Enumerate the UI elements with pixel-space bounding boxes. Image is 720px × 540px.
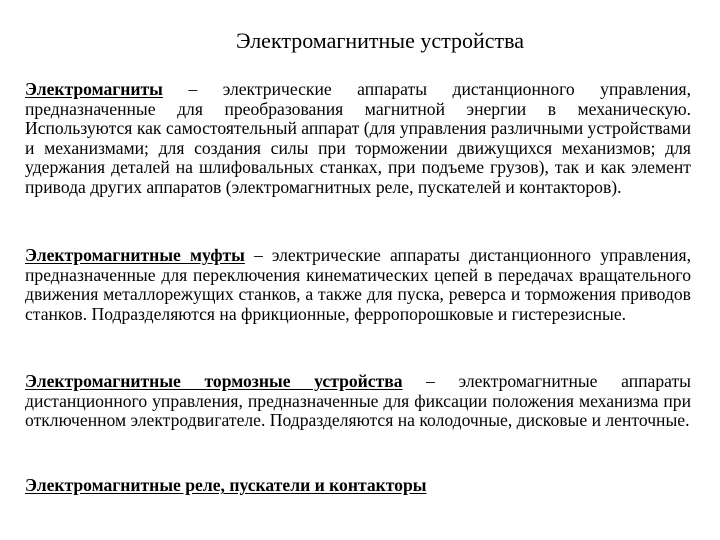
- paragraph-brakes: [25, 372, 691, 431]
- definition-couplings: – электрические аппараты дистанционного управления, предназначенные для переключения кинематических цепей в передачах вращательного движения металлорежущих станков, а также для пуска, реверса и торможения приводов станков. Подразделяются на фрикционные, ферропорошковые и гистерезисные.: [25, 245, 691, 324]
- paragraph-electromagnets: [25, 80, 691, 197]
- term-electromagnets: Электромагниты: [25, 79, 163, 99]
- term-brakes: Электромагнитные тормозные устройства: [25, 371, 403, 391]
- term-relays: Электромагнитные реле, пускатели и контакторы: [25, 475, 427, 495]
- definition-electromagnets: – электрические аппараты дистанционного управления, предназначенные для преобразования магнитной энергии в механическую. Используются как самостоятельный аппарат (для управления различными устройствами и механизмами; для создания силы при торможении движущихся механизмов; для удержания деталей на шлифовальных станках, при подъеме грузов), так и как элемент привода других аппаратов (электромагнитных реле, пускателей и контакторов).: [25, 79, 691, 197]
- term-couplings: Электромагнитные муфты: [25, 245, 245, 265]
- definition-brakes: – электромагнитные аппараты дистанционного управления, предназначенные для фиксации положения механизма при отключенном электродвигателе. Подразделяются на колодочные, дисковые и ленточные.: [25, 371, 691, 430]
- paragraph-couplings: [25, 246, 691, 324]
- slide-title: Электромагнитные устройства: [235, 28, 525, 53]
- paragraph-relays: [25, 476, 691, 496]
